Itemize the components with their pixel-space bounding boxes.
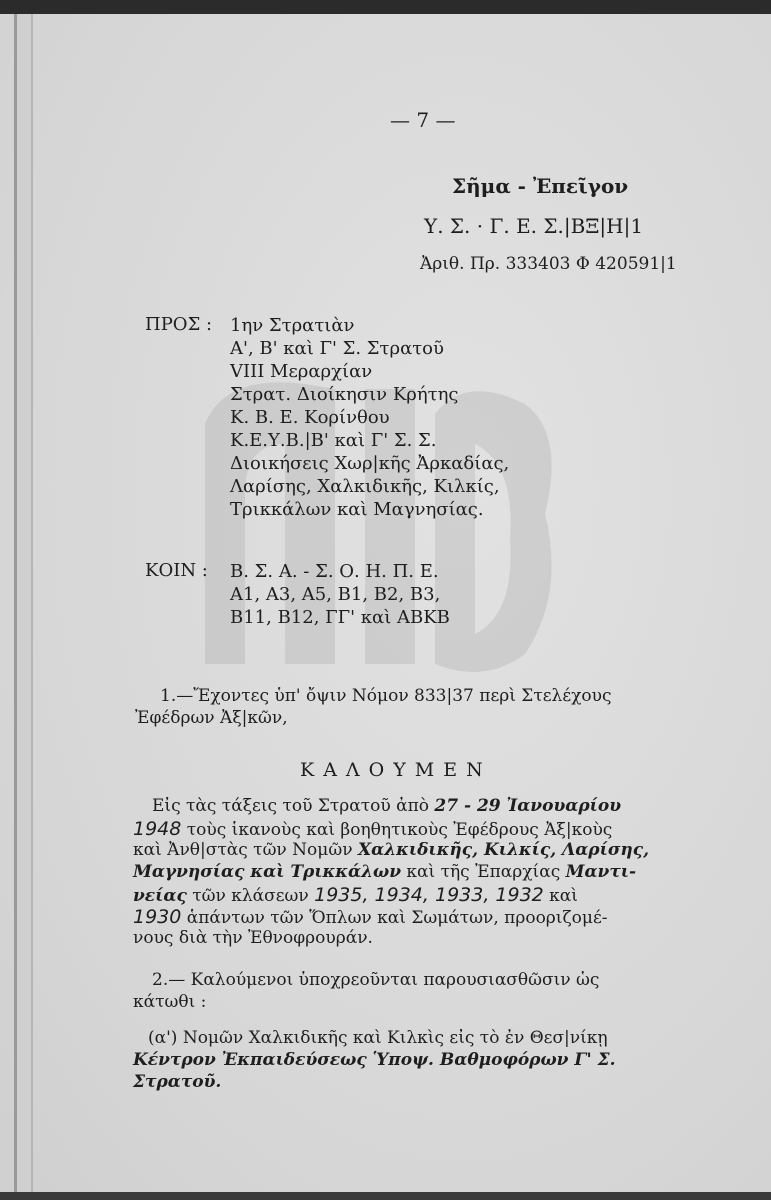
binding-edge: [14, 14, 33, 1200]
main-line-1: [152, 796, 621, 816]
para1-line2: Ἐφέδρων Ἀξ|κῶν,: [135, 708, 288, 728]
main-text: Εἰς τὰς τάξεις τοῦ Στρατοῦ ἀπὸ: [152, 796, 435, 816]
cc-line: Β. Σ. Α. - Σ. Ο. Η. Π. Ε.: [230, 561, 439, 582]
para2a-line2: Κέντρον Ἐκπαιδεύσεως Ὑποψ. Βαθμοφόρων Γ' Σ.: [133, 1050, 616, 1070]
recipient-line: Λαρίσης, Χαλκιδικῆς, Κιλκίς,: [230, 476, 500, 497]
page-number: — 7 —: [390, 108, 456, 132]
year: 1948: [133, 818, 182, 840]
recipient-line: VIII Μεραρχίαν: [230, 361, 373, 382]
main-line-4: [133, 862, 636, 882]
kaloumen-heading: ΚΑΛΟΥΜΕΝ: [300, 759, 492, 781]
recipient-line: Κ.Ε.Υ.Β.|Β' καὶ Γ' Σ. Σ.: [230, 430, 437, 451]
recipients-list: [230, 314, 509, 521]
main-line-2: [133, 818, 612, 840]
main-text: καὶ τῆς Ἐπαρχίας: [401, 862, 566, 882]
prefectures: Μαγνησίας καὶ Τρικκάλων: [133, 862, 402, 882]
recipient-line: Στρατ. Διοίκησιν Κρήτης: [230, 384, 459, 405]
cc-line: Β11, Β12, ΓΓ' καὶ ΑΒΚΒ: [230, 607, 450, 628]
classes: 1935, 1934, 1933, 1932: [314, 884, 544, 906]
recipient-line: Κ. Β. Ε. Κορίνθου: [230, 407, 390, 428]
prefectures: Χαλκιδικῆς, Κιλκίς, Λαρίσης,: [357, 840, 649, 860]
province: νείας: [133, 886, 187, 906]
main-line-6: [133, 906, 608, 928]
main-text: καὶ Ἀνθ|στὰς τῶν Νομῶν: [133, 840, 358, 860]
para2a-line3: Στρατοῦ.: [133, 1072, 222, 1092]
main-line-7: νους διὰ τὴν Ἐθνοφρουράν.: [133, 928, 373, 948]
main-text: καὶ: [543, 886, 578, 906]
recipient-line: Διοικήσεις Χωρ|κῆς Ἀρκαδίας,: [230, 453, 510, 474]
document-page: [0, 14, 771, 1200]
para1-line1: 1.—Ἔχοντες ὑπ' ὄψιν Νόμον 833|37 περὶ Στελέχους: [160, 686, 612, 706]
service-code: Υ. Σ. · Γ. Ε. Σ.|ΒΞ|Η|1: [424, 214, 644, 238]
page-bottom-edge: [0, 1192, 771, 1200]
main-text: τῶν κλάσεων: [186, 886, 315, 906]
year: 1930: [133, 906, 182, 928]
main-line-5: [133, 884, 578, 906]
recipients-label: ΠΡΟΣ :: [145, 314, 213, 335]
cc-label: ΚΟΙΝ :: [145, 560, 208, 581]
para2a-line1: (α') Νομῶν Χαλκιδικῆς καὶ Κιλκὶς εἰς τὸ ἐν Θεσ|νίκῃ: [148, 1028, 608, 1048]
recipient-line: Τρικκάλων καὶ Μαγνησίας.: [230, 499, 484, 520]
main-line-3: [133, 840, 649, 860]
para2-line2: κάτωθι :: [133, 992, 207, 1012]
province: Μαντι-: [565, 862, 637, 882]
date-range: 27 - 29 Ἰανουαρίου: [434, 796, 621, 816]
cc-line: Α1, Α3, Α5, Β1, Β2, Β3,: [230, 584, 441, 605]
main-text: ἁπάντων τῶν Ὅπλων καὶ Σωμάτων, προοριζομέ-: [181, 908, 608, 928]
cc-list: [230, 560, 450, 629]
reference-number: Ἀριθ. Πρ. 333403 Φ 420591|1: [420, 254, 677, 274]
recipient-line: Α', Β' καὶ Γ' Σ. Στρατοῦ: [230, 338, 444, 359]
recipient-line: 1ην Στρατιὰν: [230, 315, 355, 336]
para2-line1: 2.— Καλούμενοι ὑποχρεοῦνται παρουσιασθῶσιν ὡς: [152, 970, 600, 990]
main-text: τοὺς ἱκανοὺς καὶ βοηθητικοὺς Ἐφέδρους Ἀξ|κοὺς: [181, 820, 613, 840]
priority-heading: Σῆμα - Ἐπεῖγον: [452, 174, 629, 198]
